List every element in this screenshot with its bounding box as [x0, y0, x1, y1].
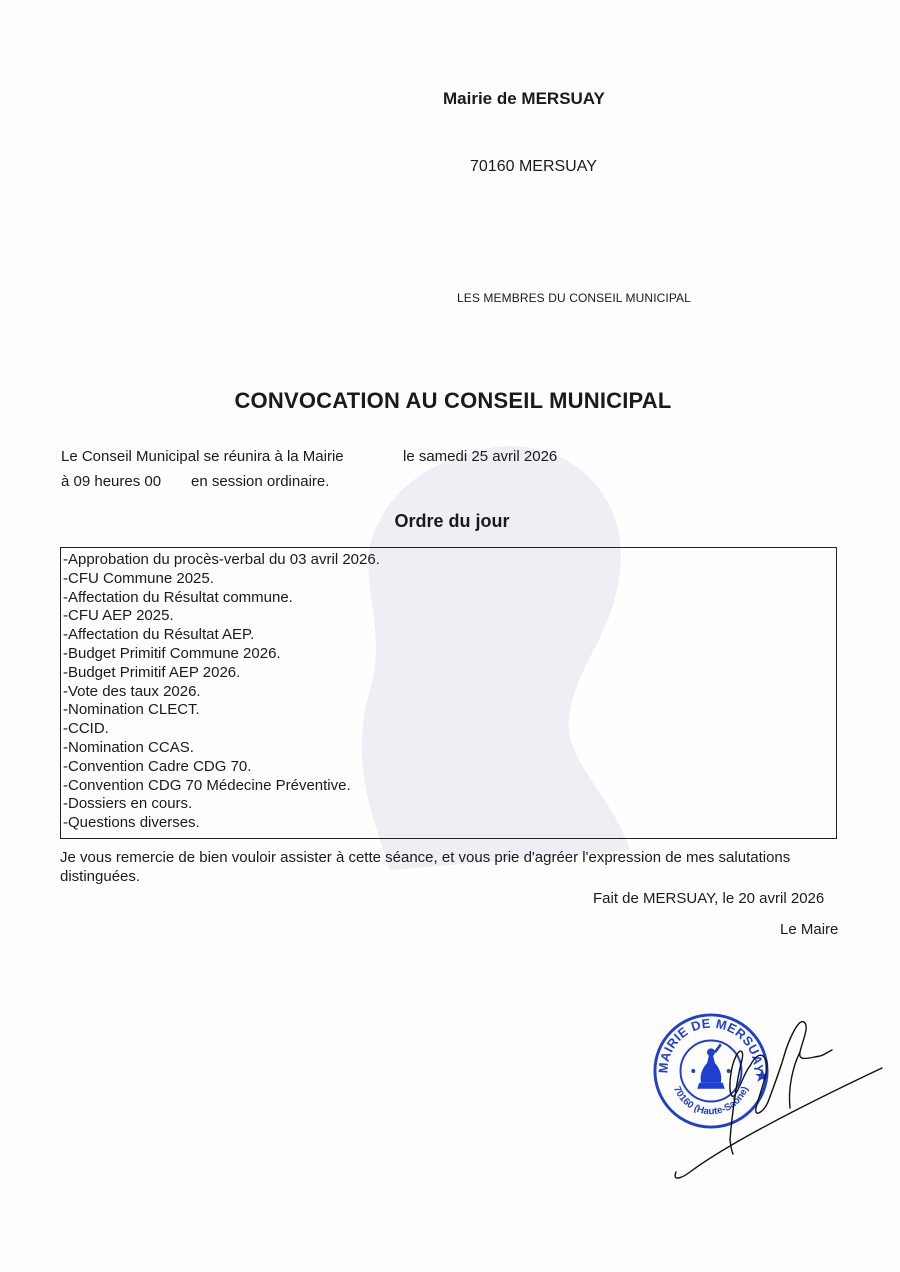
- agenda-item: -Nomination CLECT.: [63, 701, 200, 719]
- meeting-session: en session ordinaire.: [191, 473, 330, 490]
- meeting-location: Le Conseil Municipal se réunira à la Mairie: [61, 448, 344, 465]
- agenda-item: -Affectation du Résultat commune.: [63, 588, 293, 606]
- agenda-item: -Dossiers en cours.: [63, 795, 193, 813]
- meeting-time: à 09 heures 00: [61, 473, 162, 490]
- sender-city: 70160 MERSUAY: [470, 158, 597, 175]
- stamp-top-text: MAIRIE DE MERSUAY: [655, 1015, 767, 1074]
- sender-name: Mairie de MERSUAY: [443, 89, 605, 108]
- document-title: CONVOCATION AU CONSEIL MUNICIPAL: [234, 388, 672, 413]
- agenda-item: -CCID.: [63, 720, 109, 738]
- agenda-item: -CFU AEP 2025.: [63, 607, 174, 625]
- agenda-item: -Nomination CCAS.: [63, 738, 194, 756]
- meeting-date: le samedi 25 avril 2026: [403, 448, 558, 465]
- agenda-item: -Convention Cadre CDG 70.: [63, 757, 252, 775]
- signatory-role: Le Maire: [780, 921, 839, 938]
- agenda-item: -Approbation du procès-verbal du 03 avril 2026.: [63, 551, 380, 568]
- place-date: Fait de MERSUAY, le 20 avril 2026: [593, 890, 825, 907]
- agenda-item: -Budget Primitif Commune 2026.: [63, 644, 281, 662]
- mayor-signature: [670, 1012, 890, 1187]
- agenda-list: [60, 547, 837, 839]
- stamp-bottom-text: 70160 (Haute-Saône): [671, 1084, 751, 1118]
- agenda-item: -Vote des taux 2026.: [63, 682, 201, 700]
- agenda-title: Ordre du jour: [394, 511, 510, 531]
- closing-paragraph: Je vous remercie de bien vouloir assister à cette séance, et vous prie d'agréer l'expression de mes salutations distinguées.: [60, 849, 791, 885]
- agenda-item: -Convention CDG 70 Médecine Préventive.: [63, 776, 351, 794]
- agenda-item: -Questions diverses.: [63, 814, 200, 832]
- recipient: LES MEMBRES DU CONSEIL MUNICIPAL: [457, 291, 691, 305]
- agenda-item: -CFU Commune 2025.: [63, 569, 214, 587]
- agenda-item: -Budget Primitif AEP 2026.: [63, 663, 241, 681]
- agenda-item: -Affectation du Résultat AEP.: [63, 626, 255, 644]
